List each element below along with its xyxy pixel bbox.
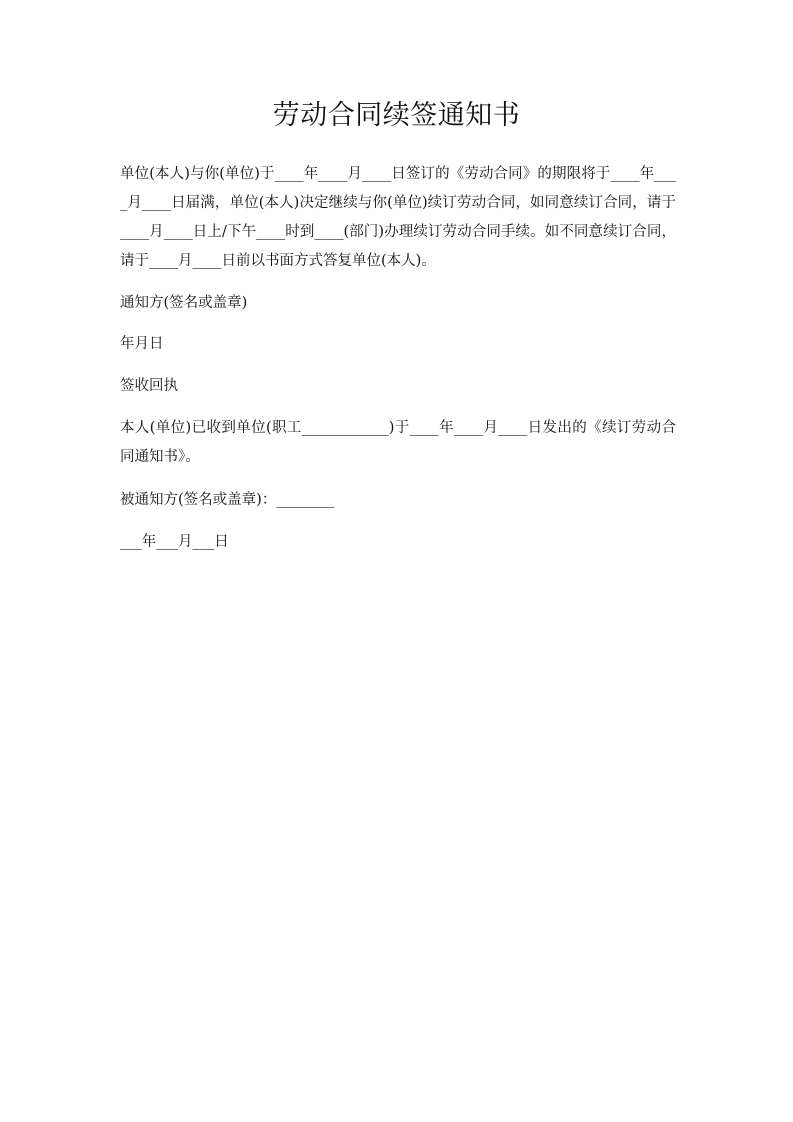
notice-body-paragraph: 单位(本人)与你(单位)于____年____月____日签订的《劳动合同》的期限将于____年____月____日届满，单位(本人)决定继续与你(单位)续订劳动合同，如同意续订合同，请于____月____日上/下午____时到____(部门)办理续订劳动合同手续。如不同意续订合同，请于____月____日前以书面方式答复单位(本人)。 [120, 166, 676, 269]
document-title: 劳动合同续签通知书 [272, 100, 521, 131]
notifier-signature-line: 通知方(签名或盖章) [120, 295, 248, 311]
notifier-date-line: 年月日 [120, 336, 164, 352]
recipient-signature-line: 被通知方(签名或盖章)：________ [120, 492, 335, 508]
receipt-body-paragraph: 本人(单位)已收到单位(职工____________)于____年____月____日发出的《续订劳动合同通知书》。 [120, 420, 676, 465]
recipient-date-line: ___年___月___日 [120, 534, 229, 550]
receipt-heading: 签收回执 [120, 378, 178, 394]
